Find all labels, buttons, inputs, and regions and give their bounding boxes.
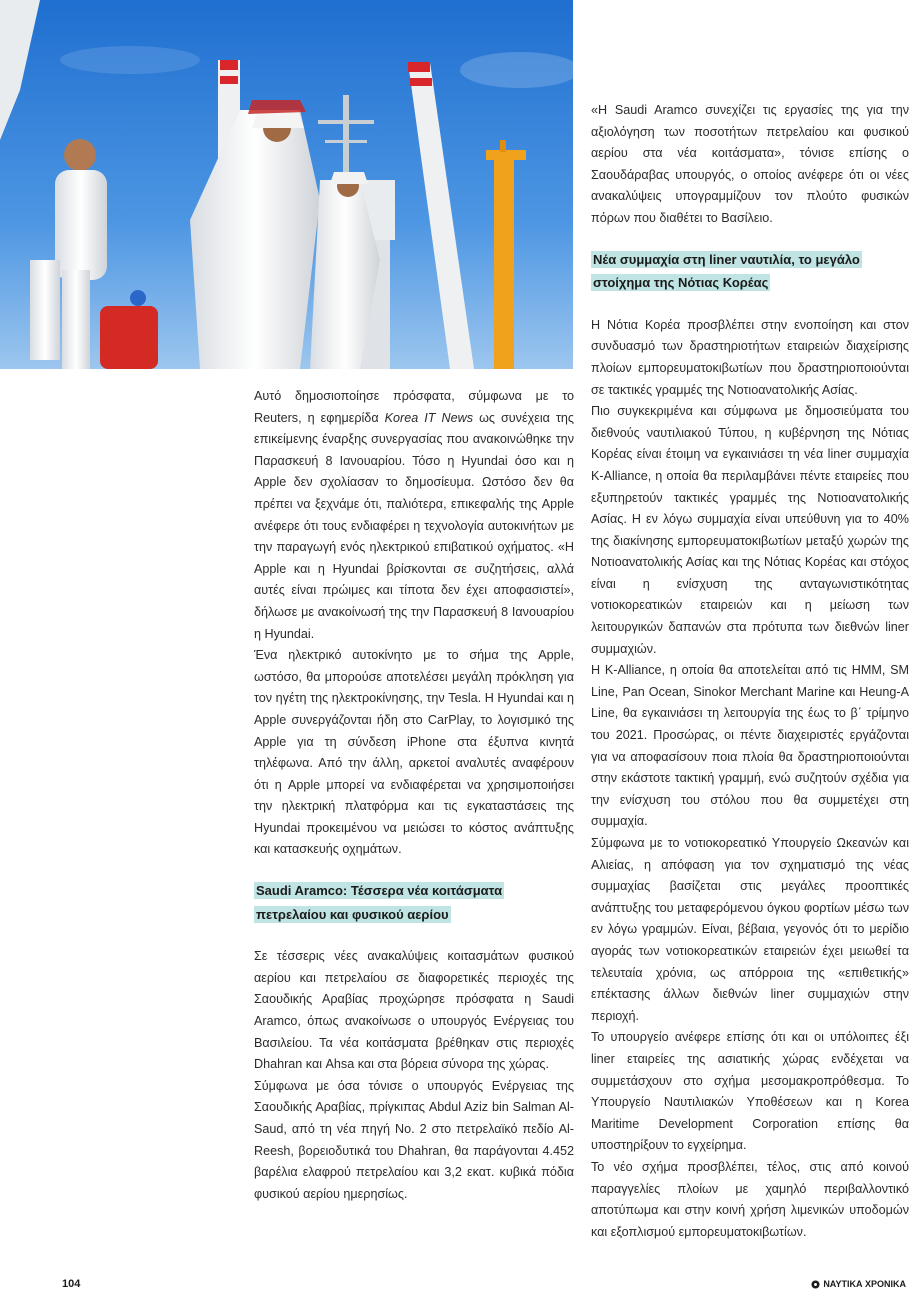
right-paragraph-7: Το νέο σχήμα προσβλέπει, τέλος, στις από κοινού παραγγελίες πλοίων με χαμηλό περιβαλλοντικό αποτύπωμα και στην κοινή χρήση λιμενικών υποδομών και εξοπλισμού εμπορευματοκιβωτίων. <box>591 1159 909 1239</box>
right-paragraph-2: Η Νότια Κορέα προσβλέπει στην ενοποίηση και στον συνδυασμό των δραστηριοτήτων εταιρειών διαχείρισης πλοίων εμπορευματοκιβωτίων που δραστηριοποιούνται σε τακτικές γραμμές της Νοτιοανατολικής Ασίας. <box>591 317 909 397</box>
right-paragraph-6: Το υπουργείο ανέφερε επίσης ότι και οι υπόλοιπες έξι liner εταιρείες της ασιατικής χώρας ενδέχεται να συμμετάσχουν στο σχήμα μεσομακροπρόθεσμα. Το Υπουργείο Ναυτιλιακών Υποθέσεων και η Korea Maritime Development Corporation επίσης θα υποστηρίξουν το εγχείρημα. <box>591 1030 909 1153</box>
section-heading-korea: Νέα συμμαχία στη liner ναυτιλία, το μεγάλο στοίχημα της Νότιας Κορέας <box>593 251 860 291</box>
page-number: 104 <box>62 1278 81 1290</box>
right-paragraph-3: Πιο συγκεκριμένα και σύμφωνα με δημοσιεύματα του διεθνούς ναυτιλιακού Τύπου, η κυβέρνηση της Νότιας Κορέας είναι έτοιμη να εγκαινιάσει τη νέα liner συμμαχία K-Alliance, η οποία θα περιλαμβάνει πέντε εταιρείες που εξυπηρετούν τακτικές γραμμές της Νοτιοανατολικής Ασίας. Η εν λόγω συμμαχία είναι υπεύθυνη για το 40% της διακίνησης εμπορευματοκιβωτίων μεταξύ χωρών της Νοτιοανατολικής Ασίας και της Νότιας Κορέας και στόχος είναι η ενίσχυση της ανταγωνιστικότητας νοτιοκορεατικών εταιρειών και η μείωση των λειτουργικών δαπανών στα πρότυπα των διεθνών liner συμμαχιών. <box>591 404 909 656</box>
right-column <box>591 100 909 1243</box>
left-paragraph-1 <box>254 386 574 645</box>
text: ως συνέχεια της επικείμενης έναρξης συνεργασίας που ανακοινώθηκε την Παρασκευή 8 Ιανουαρίου. Τόσο η Hyundai όσο και η Apple δεν σχολίασαν το δημοσίευμα. Ωστόσο δεν θα πρέπει να ξεχνάμε ότι, παλιότερα, επικεφαλής της Apple ανέφερε ότι τους ενδιαφέρει η τεχνολογία αυτοκινήτων με την παραγωγή ενός ηλεκτρικού επιβατικού οχήματος. «Η Apple και η Hyundai βρίσκονται σε συζητήσεις, αλλά αυτές είναι πρώιμες και τίποτα δεν έχει αποφασιστεί», δήλωσε με ανακοίνωσή της την Παρασκευή 8 Ιανουαρίου η Hyundai. <box>254 410 574 641</box>
publication-brand <box>811 1279 906 1289</box>
right-paragraph-4: Η K-Alliance, η οποία θα αποτελείται από τις HMM, SM Line, Pan Ocean, Sinokor Merchant Marine και Heung-A Line, θα εγκαινιάσει τη λειτουργία της έως το β΄ τρίμηνο του 2021. Προσώρας, οι πέντε διαχειριστές εργάζονται για να αποφασίσουν ποια πλοία θα δραστηριοποιούνται στην εκάστοτε τακτική γραμμή, ενώ συζητούν σχέδια για την ενίσχυση του στόλου που θα συμμετέχει στη συμμαχία. <box>591 663 909 829</box>
left-paragraph-4: Σύμφωνα με όσα τόνισε ο υπουργός Ενέργειας της Σαουδικής Αραβίας, πρίγκιπας Abdul Aziz bin Salman Al-Saud, από τη νέα πηγή No. 2 στο πετρελαϊκό πεδίο Al-Reesh, βορειοδυτικά του Dhahran, θα παράγονται 4.452 βαρέλια ελαφρού πετρελαίου και 3,2 εκατ. κυβικά πόδια φυσικού αερίου ημερησίως. <box>254 1078 574 1201</box>
ship-wheel-icon <box>811 1280 820 1289</box>
section-heading-aramco-block <box>254 879 574 926</box>
text: Αυτό δημοσιοποίησε πρόσφατα, σύμφωνα με το Reuters, η εφημερίδα <box>254 389 574 425</box>
section-heading-aramco: Saudi Aramco: Τέσσερα νέα κοιτάσματα πετρελαίου και φυσικού αερίου <box>256 883 503 922</box>
publication-name: Korea IT News <box>384 410 474 425</box>
left-paragraph-2: Ένα ηλεκτρικό αυτοκίνητο με το σήμα της Apple, ωστόσο, θα μπορούσε αποτελέσει μεγάλη πρόκληση για τον ηγέτη της ηλεκτροκίνησης, την Tesla. Η Hyundai και η Apple συνεργάζονται ήδη στο CarPlay, το λογισμικό της Apple για τη σύνδεση iPhone στα έξυπνα κινητά τηλέφωνα. Από την άλλη, αρκετοί αναλυτές αναφέρουν ότι η Apple μπορεί να ενδιαφέρεται να χρησιμοποιήσει την ηλεκτρική πλατφόρμα και τις εγκαταστάσεις της Hyundai προκειμένου να μειώσει το κόστος ανάπτυξης και κατασκευής οχημάτων. <box>254 648 574 857</box>
right-paragraph-1: «Η Saudi Aramco συνεχίζει τις εργασίες της για την αξιολόγηση των ποσοτήτων πετρελαίου και φυσικού αερίου στα νέα κοιτάσματα», τόνισε επίσης ο Σαουδάραβας υπουργός, ο οποίος ανέφερε ότι οι νέες ανακαλύψεις υπογραμμίζουν τον πλούτο φυσικών πόρων που διαθέτει το Βασίλειο. <box>591 103 909 225</box>
brand-name: ΝΑΥΤΙΚΑ ΧΡΟΝΙΚΑ <box>823 1279 906 1289</box>
right-paragraph-5: Σύμφωνα με το νοτιοκορεατικό Υπουργείο Ωκεανών και Αλιείας, η απόφαση για τον σχηματισμό της νέας συμμαχίας βασίζεται στις μεγάλες προοπτικές ανάπτυξης του μεταφερόμενου όγκου φορτίων μέσω των εν λόγω γραμμών. Είναι, βέβαια, γεγονός ότι το μερίδιο αγοράς των νοτιοκορεατικών εταιρειών έχει μειωθεί τα τελευταία χρόνια, ως απόρροια της «επιθετικής» επέκτασης άλλων διεθνών liner συμμαχιών στην περιοχή. <box>591 836 909 1023</box>
article-photo <box>0 0 573 369</box>
left-paragraph-3: Σε τέσσερις νέες ανακαλύψεις κοιτασμάτων φυσικού αερίου και πετρελαίου σε διαφορετικές περιοχές της Σαουδικής Αραβίας προχώρησε πρόσφατα η Saudi Aramco, όπως ανακοίνωσε ο υπουργός Ενέργειας του Βασιλείου. Τα νέα κοιτάσματα βρέθηκαν στις περιοχές Dhahran και Ahsa και στα βόρεια σύνορα της χώρας. <box>254 949 574 1072</box>
left-column <box>254 386 574 1205</box>
photo-image <box>0 0 573 369</box>
section-heading-korea-block <box>591 248 909 295</box>
